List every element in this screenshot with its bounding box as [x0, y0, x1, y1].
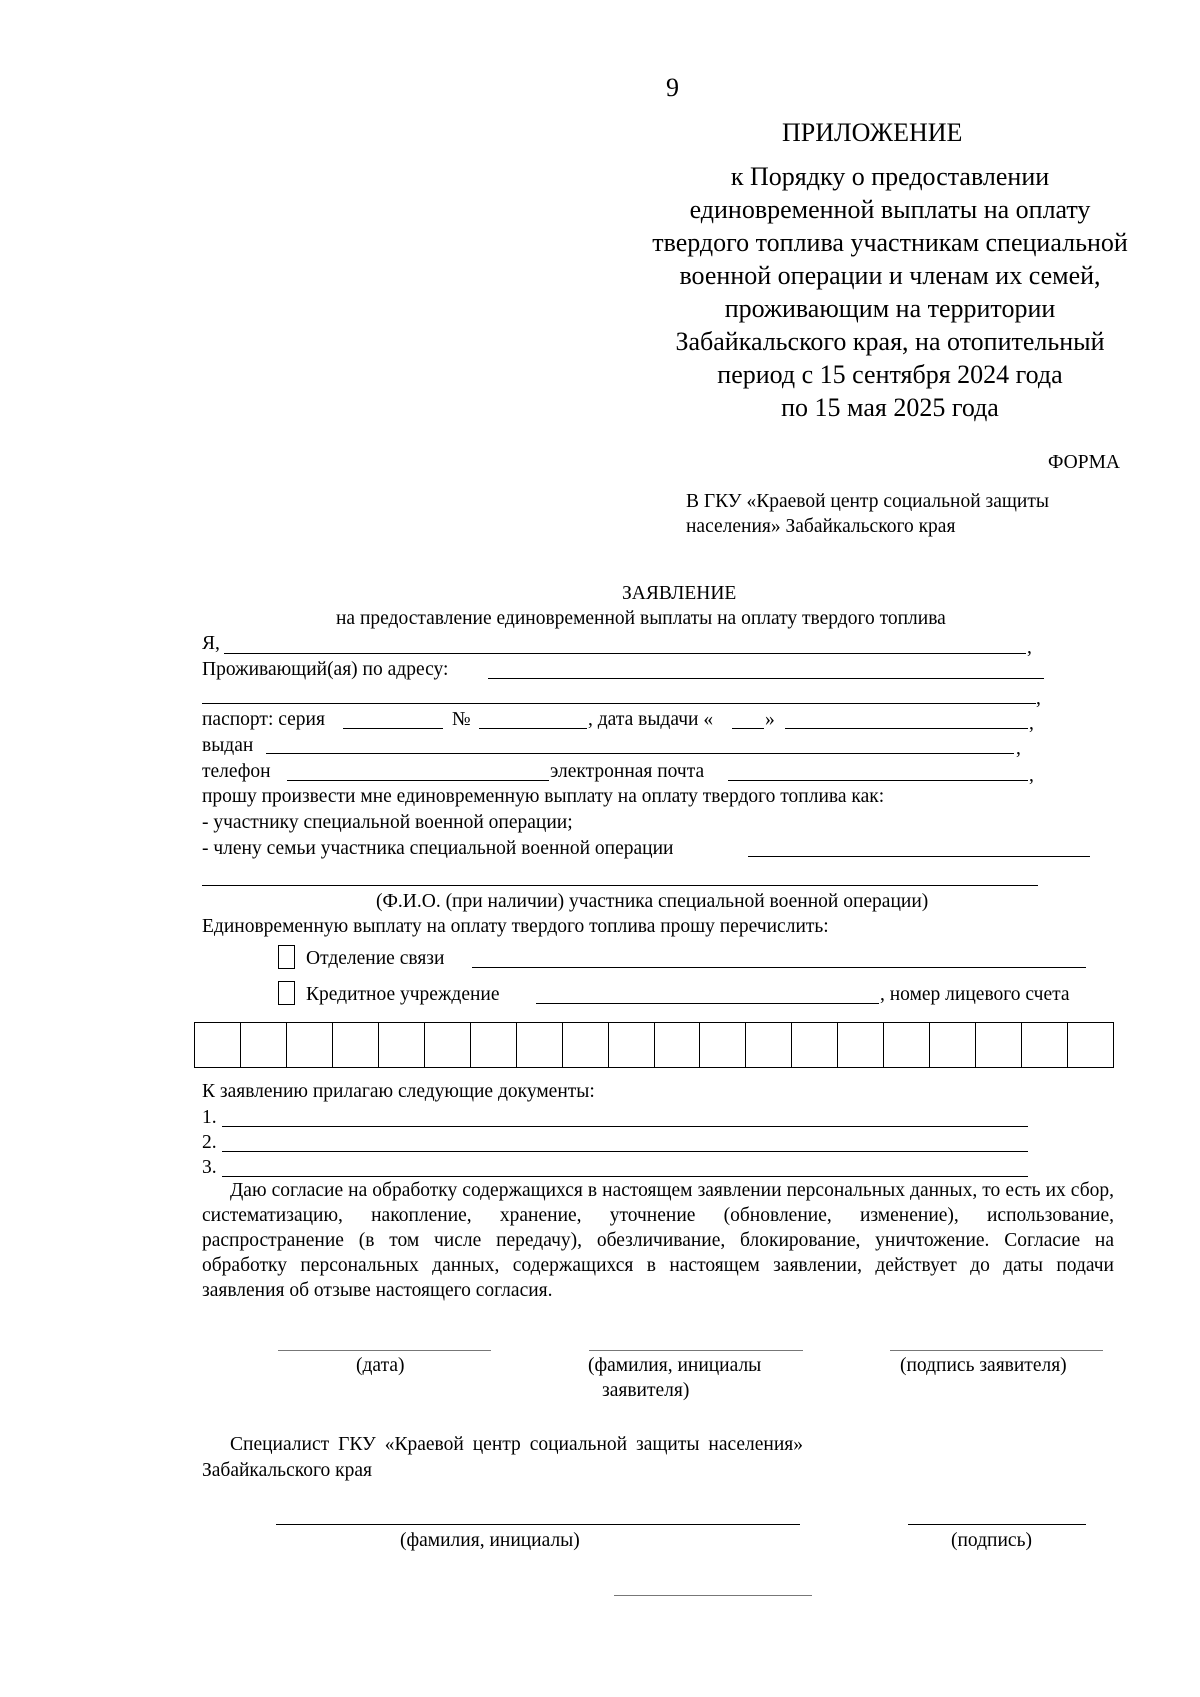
account-digit-cell[interactable] [516, 1023, 562, 1067]
account-digit-cell[interactable] [424, 1023, 470, 1067]
phone-field[interactable] [287, 780, 549, 781]
address-label: Проживающий(ая) по адресу: [202, 659, 449, 680]
credit-institution-field[interactable] [536, 1003, 879, 1004]
credit-institution-label: Кредитное учреждение [306, 984, 500, 1005]
attachment-field-3[interactable] [222, 1176, 1028, 1177]
post-office-checkbox[interactable] [278, 945, 295, 969]
appendix-line: проживающим на территории [724, 294, 1056, 323]
account-digit-cell[interactable] [1021, 1023, 1067, 1067]
issue-date-close-quote: » [765, 709, 775, 730]
account-digit-cell[interactable] [837, 1023, 883, 1067]
appendix-line: к Порядку о предоставлении [730, 162, 1050, 191]
account-digit-cell[interactable] [929, 1023, 975, 1067]
form-label: ФОРМА [1048, 452, 1120, 473]
attachment-number: 3. [202, 1157, 217, 1178]
account-digit-cell[interactable] [378, 1023, 424, 1067]
account-digit-cell[interactable] [470, 1023, 516, 1067]
attachment-field-2[interactable] [222, 1151, 1028, 1152]
account-digit-cell[interactable] [608, 1023, 654, 1067]
passport-number-field[interactable] [479, 728, 587, 729]
consent-paragraph: Даю согласие на обработку содержащихся в настоящем заявлении персональных данных, то есть их сбор, систематизацию, накопление, хранение, уточнение (обновление, изменение), использование, распространение (в том числе передачу), обезличивание, блокирование, уничтожение. Согласие на обработку персональных данных, содержащихся в настоящем заявлении, действует до даты подачи заявления об отзыве настоящего согласия. [202, 1180, 1114, 1301]
date-caption: (дата) [356, 1355, 405, 1376]
comma: , [1036, 688, 1041, 709]
passport-series-label: паспорт: серия [202, 709, 325, 730]
statement-title: ЗАЯВЛЕНИЕ [622, 583, 737, 604]
applicant-name-label: Я, [202, 633, 220, 654]
issued-by-label: выдан [202, 735, 254, 756]
email-field[interactable] [728, 780, 1028, 781]
applicant-signature-caption: (подпись заявителя) [900, 1355, 1067, 1376]
specialist-signature-line[interactable] [908, 1524, 1086, 1525]
appendix-reference [600, 160, 1180, 424]
fio-caption: (Ф.И.О. (при наличии) участника специальной военной операции) [376, 891, 929, 912]
request-text: прошу произвести мне единовременную выплату на оплату твердого топлива как: [202, 786, 885, 807]
attachment-field-1[interactable] [222, 1126, 1028, 1127]
address-field-1[interactable] [488, 678, 1044, 679]
post-office-field[interactable] [472, 967, 1086, 968]
account-digit-cell[interactable] [975, 1023, 1021, 1067]
transfer-intro: Единовременную выплату на оплату твердого топлива прошу перечислить: [202, 916, 829, 937]
attachment-number: 2. [202, 1132, 217, 1153]
addressee-line-2: населения» Забайкальского края [686, 516, 956, 537]
credit-institution-checkbox[interactable] [278, 981, 295, 1005]
account-number-grid[interactable] [194, 1022, 1114, 1068]
account-digit-cell[interactable] [791, 1023, 837, 1067]
comma: , [1029, 713, 1034, 734]
specialist-text [202, 1432, 803, 1484]
page-number: 9 [666, 73, 679, 102]
applicant-name-field[interactable] [224, 653, 1026, 654]
statement-subtitle: на предоставление единовременной выплаты на оплату твердого топлива [336, 608, 946, 629]
account-number-label: , номер лицевого счета [880, 984, 1070, 1005]
option-participant: - участнику специальной военной операции; [202, 812, 573, 833]
account-digit-cell[interactable] [332, 1023, 378, 1067]
family-member-field[interactable] [748, 856, 1090, 857]
comma: , [1016, 738, 1021, 759]
account-digit-cell[interactable] [745, 1023, 791, 1067]
applicant-name-signature-line[interactable] [589, 1350, 803, 1351]
issue-day-field[interactable] [732, 728, 764, 729]
appendix-line: период с 15 сентября 2024 года [717, 360, 1063, 389]
address-field-2[interactable] [202, 703, 1036, 704]
account-digit-cell[interactable] [562, 1023, 608, 1067]
date-signature-line[interactable] [278, 1350, 491, 1351]
specialist-paragraph: Специалист ГКУ «Краевой центр социальной защиты населения» Забайкальского края [202, 1434, 803, 1481]
comma: , [1027, 637, 1032, 658]
appendix-title: ПРИЛОЖЕНИЕ [782, 118, 963, 147]
issue-date-label: , дата выдачи « [588, 709, 714, 730]
addressee-line-1: В ГКУ «Краевой центр социальной защиты [686, 491, 1049, 512]
option-family-member: - члену семьи участника специальной военной операции [202, 838, 674, 859]
post-office-label: Отделение связи [306, 948, 445, 969]
passport-series-field[interactable] [343, 728, 443, 729]
phone-label: телефон [202, 761, 271, 782]
bottom-separator-line [614, 1595, 812, 1596]
specialist-name-line[interactable] [276, 1524, 800, 1525]
account-digit-cell[interactable] [699, 1023, 745, 1067]
appendix-line: твердого топлива участникам специальной [652, 228, 1128, 257]
appendix-line: единовременной выплаты на оплату [689, 195, 1091, 224]
account-digit-cell[interactable] [240, 1023, 286, 1067]
account-digit-cell[interactable] [883, 1023, 929, 1067]
applicant-name-caption-1: (фамилия, инициалы [588, 1355, 762, 1376]
applicant-signature-line[interactable] [890, 1350, 1103, 1351]
comma: , [1029, 765, 1034, 786]
appendix-line: по 15 мая 2025 года [781, 393, 999, 422]
account-digit-cell[interactable] [286, 1023, 332, 1067]
attachments-intro: К заявлению прилагаю следующие документы: [202, 1081, 595, 1102]
applicant-name-caption-2: заявителя) [602, 1380, 690, 1401]
appendix-line: Забайкальского края, на отопительный [675, 327, 1105, 356]
account-digit-cell[interactable] [195, 1023, 240, 1067]
consent-text [202, 1178, 1114, 1303]
attachment-number: 1. [202, 1107, 217, 1128]
specialist-signature-caption: (подпись) [951, 1530, 1032, 1551]
passport-number-label: № [452, 709, 471, 730]
participant-fio-field[interactable] [202, 885, 1038, 886]
account-digit-cell[interactable] [1067, 1023, 1113, 1067]
appendix-line: военной операции и членам их семей, [679, 261, 1101, 290]
specialist-name-caption: (фамилия, инициалы) [400, 1530, 580, 1551]
issued-by-field[interactable] [266, 753, 1014, 754]
account-digit-cell[interactable] [654, 1023, 700, 1067]
issue-month-year-field[interactable] [785, 728, 1028, 729]
email-label: электронная почта [550, 761, 705, 782]
